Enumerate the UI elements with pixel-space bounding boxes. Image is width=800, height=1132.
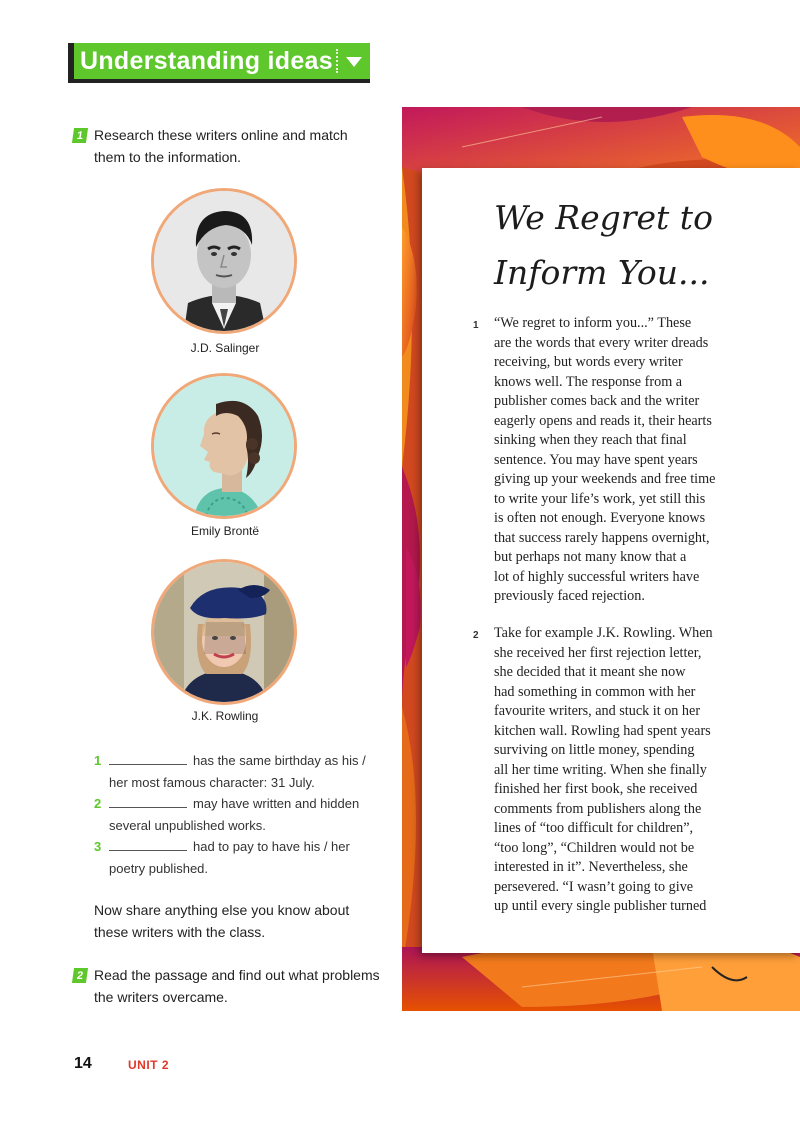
paragraph-line: interested in it”. Nevertheless, she	[494, 859, 688, 875]
share-line: Now share anything else you know about	[94, 902, 350, 918]
item-number: 2	[94, 796, 102, 811]
task-2-line: the writers overcame.	[94, 989, 228, 1005]
title-line: Inform You...	[494, 253, 710, 292]
task-2-line: Read the passage and find out what problems	[94, 967, 380, 983]
answer-blank[interactable]	[109, 837, 187, 851]
paragraph-line: receiving, but words every writer	[494, 354, 683, 370]
item-text: has the same birthday as his /	[193, 753, 366, 768]
paragraph-line: finished her first book, she received	[494, 781, 698, 797]
salinger-photo-icon	[154, 191, 294, 331]
title-line: We Regret to	[494, 198, 713, 237]
paragraph-line: she decided that it meant she now	[494, 664, 686, 680]
item-text: her most famous character: 31 July.	[109, 774, 315, 790]
paragraph-line: publisher comes back and the writer	[494, 393, 700, 409]
paragraph-line: “We regret to inform you...” These	[494, 315, 692, 331]
paragraph-line: but perhaps not many know that a	[494, 549, 687, 565]
answer-blank[interactable]	[109, 751, 187, 765]
paragraph-line: “too long”, “Children would not be	[494, 839, 695, 856]
section-title: Understanding ideas	[80, 46, 333, 75]
unit-label: UNIT 2	[128, 1058, 170, 1072]
paragraph-line: favourite writers, and stuck it on her	[494, 703, 701, 719]
task-2-badge: 2	[72, 968, 88, 983]
paragraph-line: lines of “too difficult for children”,	[494, 820, 694, 836]
task-1-line: Research these writers online and match	[94, 127, 348, 143]
paragraph-number: 1	[473, 320, 479, 331]
section-header	[68, 43, 370, 83]
paragraph-line: Take for example J.K. Rowling. When	[494, 625, 713, 641]
rowling-photo-icon	[154, 562, 294, 702]
paragraph-number: 2	[473, 630, 479, 641]
paragraph-line: she received her first rejection letter,	[494, 644, 702, 661]
paragraph-line: comments from publishers along the	[494, 800, 702, 817]
paragraph-line: persevered. “I wasn’t going to give	[494, 878, 694, 895]
paragraph-line: had something in common with her	[494, 683, 696, 700]
paragraph-line: to write your life’s work, yet still this	[494, 490, 706, 507]
bronte-portrait	[151, 373, 297, 519]
page-number: 14	[74, 1055, 92, 1072]
item-number: 3	[94, 839, 102, 854]
share-prompt	[94, 899, 349, 943]
paragraph-line: all her time writing. When she finally	[494, 761, 707, 778]
article-paragraph	[494, 624, 738, 917]
bronte-portrait-icon	[154, 376, 294, 516]
paragraph-line: kitchen wall. Rowling had spent years	[494, 722, 711, 739]
chevron-down-icon	[346, 57, 362, 67]
paragraph-line: that success rarely happens overnight,	[494, 529, 710, 546]
share-line: these writers with the class.	[94, 924, 266, 940]
item-number: 1	[94, 753, 102, 768]
list-item	[94, 836, 384, 879]
paragraph-line: are the words that every writer dreads	[494, 334, 709, 351]
article-title	[494, 190, 784, 300]
matching-list	[94, 750, 384, 879]
item-text: may have written and hidden	[193, 796, 360, 811]
writer-caption: J.K. Rowling	[191, 709, 259, 723]
paragraph-line: eagerly opens and reads it, their hearts	[494, 412, 712, 429]
paragraph-line: is often not enough. Everyone knows	[494, 510, 706, 526]
article-paragraph	[494, 314, 738, 607]
paragraph-line: sinking when they reach that final	[494, 432, 687, 448]
task-1-badge: 1	[72, 128, 88, 143]
item-text: poetry published.	[109, 860, 209, 876]
answer-blank[interactable]	[109, 794, 187, 808]
paragraph-line: surviving on little money, spending	[494, 742, 695, 758]
paragraph-line: previously faced rejection.	[494, 588, 645, 604]
writer-caption: Emily Brontë	[190, 524, 260, 538]
paragraph-line: up until every single publisher turned	[494, 898, 707, 914]
writer-caption: J.D. Salinger	[190, 341, 260, 355]
task-1-instructions	[94, 124, 348, 168]
paragraph-line: lot of highly successful writers have	[494, 568, 700, 585]
header-separator	[336, 49, 340, 73]
item-text: had to pay to have his / her	[193, 839, 350, 854]
list-item	[94, 750, 384, 793]
paragraph-line: giving up your weekends and free time	[494, 471, 716, 487]
task-1-line: them to the information.	[94, 149, 242, 165]
paragraph-line: sentence. You may have spent years	[494, 451, 698, 468]
paragraph-line: knows well. The response from a	[494, 373, 683, 390]
task-2-instructions	[94, 964, 380, 1008]
item-text: several unpublished works.	[109, 817, 266, 833]
salinger-portrait	[151, 188, 297, 334]
list-item	[94, 793, 384, 836]
rowling-portrait	[151, 559, 297, 705]
section-header-bar	[74, 43, 370, 79]
